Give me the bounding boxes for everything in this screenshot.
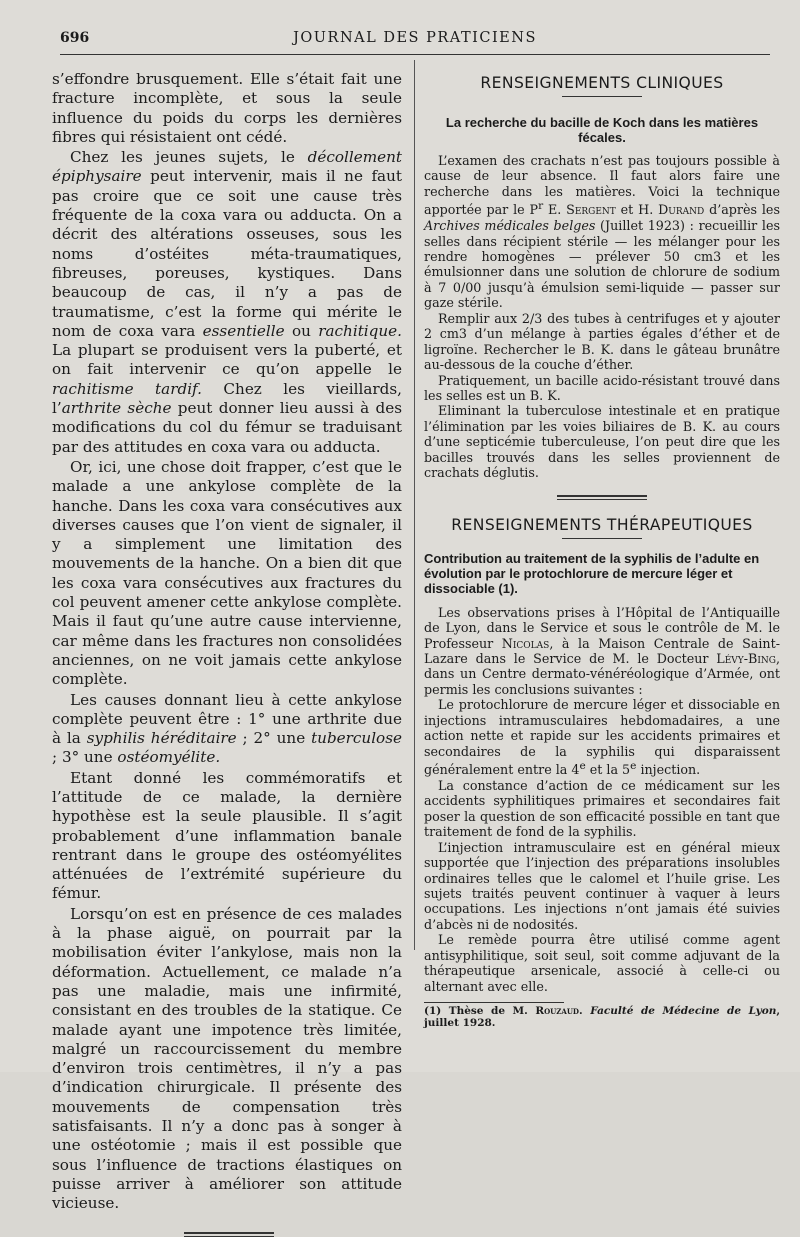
header-rule	[60, 54, 770, 55]
article-body-koch	[424, 153, 780, 481]
footnote-rule	[424, 1002, 564, 1003]
column-divider	[414, 60, 415, 950]
paragraph: L’injection intramusculaire est en général mieux supportée que l’injection des préparations insolubles ordinaires telles que le calomel et l’huile grise. Les sujets traités peuvent continuer à vaquer à leurs occupations. Les injections n’ont jamais été suivies d’abcès ni de nodosités.	[424, 839, 780, 932]
article-title-koch: La recherche du bacille de Koch dans les matières fécales.	[445, 115, 759, 145]
small-caps-name: Rouzaud	[535, 1005, 580, 1018]
page-header	[60, 30, 770, 56]
left-column	[52, 70, 402, 1237]
italic-text: Faculté de Médecine de Lyon	[590, 1005, 777, 1018]
paragraph: Eliminant la tuberculose intestinale et en pratique l’élimination par les voies biliaires de B. K. au cours d’une septicémie tuberculeuse, l’on peut dire que les bacilles trouvés dans les selles proviennent de crachats déglutis.	[424, 403, 780, 481]
section-rule	[562, 538, 642, 539]
article-title-syphilis: Contribution au traitement de la syphilis de l’adulte en évolution par le protochlorure de mercure léger et dissociable (1).	[424, 550, 760, 597]
footnote: (1) Thèse de M. Rouzaud. Faculté de Médecine de Lyon, juillet 1928.	[424, 1005, 780, 1030]
superscript: e	[630, 760, 637, 773]
italic-text: décollement épiphysaire	[52, 148, 402, 186]
paragraph: Le protochlorure de mercure léger et dissociable en injections intramusculaires hebdomadaires, a une action nette et rapide sur les accidents primaires et secondaires de la syphilis qui disparaissent généralement entre la 4e et la 5e injection.	[424, 697, 780, 778]
section-rule	[562, 96, 642, 97]
paragraph: Les observations prises à l’Hôpital de l’Antiquaille de Lyon, dans le Service et sous le contrôle de M. le Professeur Nicolas, à la Maison Centrale de Saint-Lazare dans le Service de M. le Docteur Lévy-Bing, dans un Centre dermato-vénéréologique d’Armée, ont permis les conclusions suivantes :	[424, 604, 780, 697]
section-title-clinical: RENSEIGNEMENTS CLINIQUES	[480, 74, 724, 92]
italic-text: essentielle	[202, 321, 285, 340]
paragraph: Or, ici, une chose doit frapper, c’est que le malade a une ankylose complète de la hanche. Dans les coxa vara consécutives aux diverses causes que l’on vient de signaler, il y a simplement une limitation des mouvements de la hanche. On a bien dit que les coxa vara consécutives aux fractures du col peuvent amener cette ankylose complète. Mais il faut qu’une autre cause intervienne, car même dans les fractures non consolidées anciennes, on ne voit jamais cette ankylose complète.	[52, 457, 402, 689]
paragraph: Le remède pourra être utilisé comme agent antisyphilitique, soit seul, soit comme adjuvant de la thérapeutique arsenicale, associé à celle-ci ou alternant avec elle.	[424, 932, 780, 994]
paragraph: Etant donné les commémoratifs et l’attitude de ce malade, la dernière hypothèse est la seule plausible. Il s’agit probablement d’une inflammation banale rentrant dans le groupe des ostéomyélites atténuées de l’extrémité supérieure du fémur.	[52, 768, 402, 903]
superscript: e	[579, 760, 586, 773]
italic-text: tuberculose	[311, 729, 402, 748]
paragraph: s’effondre brusquement. Elle s’était fait une fracture incomplète, et sous la seule influence du poids du corps les dernières fibres qui résistaient ont cédé.	[52, 70, 402, 146]
article-body-syphilis	[424, 605, 780, 995]
paragraph: Pratiquement, un bacille acido-résistant trouvé dans les selles est un B. K.	[424, 372, 780, 404]
italic-text: rachitisme tardif.	[52, 379, 202, 398]
page-number: 696	[60, 30, 90, 46]
small-caps-name: H. Durand	[638, 202, 705, 218]
paragraph: Chez les jeunes sujets, le décollement épiphysaire peut intervenir, mais il ne faut pas croire que ce soit une cause très fréquente de la coxa vara ou adducta. On a décrit des altérations osseuses, sous les noms d’ostéites méta-traumatiques, fibreuses, poreuses, kystiques. Dans beaucoup de cas, il n’y a pas de traumatisme, c’est la forme qui mérite le nom de coxa vara essentielle ou rachitique. La plupart se produisent vers la puberté, et on fait intervenir ce qu’on appelle le rachitisme tardif. Chez les vieillards, l’arthrite sèche peut donner lieu aussi à des modifications du col du fémur se traduisant par des attitudes en coxa vara ou adducta.	[52, 148, 403, 456]
small-caps-name: Nicolas	[501, 635, 550, 651]
end-of-article-rule	[184, 1232, 274, 1237]
journal-title: JOURNAL DES PRATICIENS	[293, 30, 537, 46]
paragraph: Remplir aux 2/3 des tubes à centrifuges et y ajouter 2 cm3 d’un mélange à parties égales d’éther et de ligroïne. Rechercher le B. K. dans le gâteau brunâtre au-dessous de la couche d’éther.	[424, 310, 780, 373]
right-column	[424, 74, 780, 1029]
italic-text: syphilis héréditaire	[86, 729, 237, 748]
section-title-therapeutic: RENSEIGNEMENTS THÉRAPEUTIQUES	[451, 515, 753, 534]
paragraph: Lorsqu’on est en présence de ces malades à la phase aiguë, on pourrait par la mobilisation éviter l’ankylose, mais non la déformation. Actuellement, ce malade n’a pas une maladie, mais une infirmité, consistant en des troubles de la statique. Ce malade ayant une impotence très limitée, malgré un raccourcissement du membre d’environ trois centimètres, il n’y a pas d’indication chirurgicale. Il présente des mouvements de compensation très satisfaisants. Il n’y a donc pas à songer à une ostéotomie ; mais il est possible que sous l’influence de tractions élastiques on puisse arriver à améliorer son attitude vicieuse.	[52, 904, 402, 1213]
paragraph: Les causes donnant lieu à cette ankylose complète peuvent être : 1° une arthrite due à la syphilis héréditaire ; 2° une tuberculose ; 3° une ostéomyélite.	[52, 690, 402, 767]
paragraph: L’examen des crachats n’est pas toujours possible à cause de leur absence. Il faut alors faire une recherche dans les matières. Voici la technique apportée par le $P^r$ E. Sergent et H. Durand d’après les Archives médicales belges (Juillet 1923) : recueillir les selles dans récipient stérile — les mélanger pour les rendre homogènes — prélever 50 cm3 et les émulsionner dans une solution de chlorure de sodium à 7 0/00 jusqu’à émulsion semi-liquide — passer sur gaze stérile.	[424, 153, 780, 311]
italic-text: ostéomyélite.	[117, 748, 221, 767]
small-caps-name: E. Sergent	[547, 202, 616, 218]
italic-text: Archives médicales belges	[424, 218, 596, 234]
italic-text: rachitique.	[318, 321, 402, 340]
small-caps-name: Lévy-Bing	[716, 651, 776, 666]
section-separator	[557, 495, 647, 500]
italic-text: arthrite sèche	[61, 399, 172, 418]
paragraph: La constance d’action de ce médicament sur les accidents syphilitiques primaires et secondaires fait poser la question de son efficacité possible en tant que traitement de fond de la syphilis.	[424, 777, 780, 840]
superscript: r	[538, 200, 544, 213]
